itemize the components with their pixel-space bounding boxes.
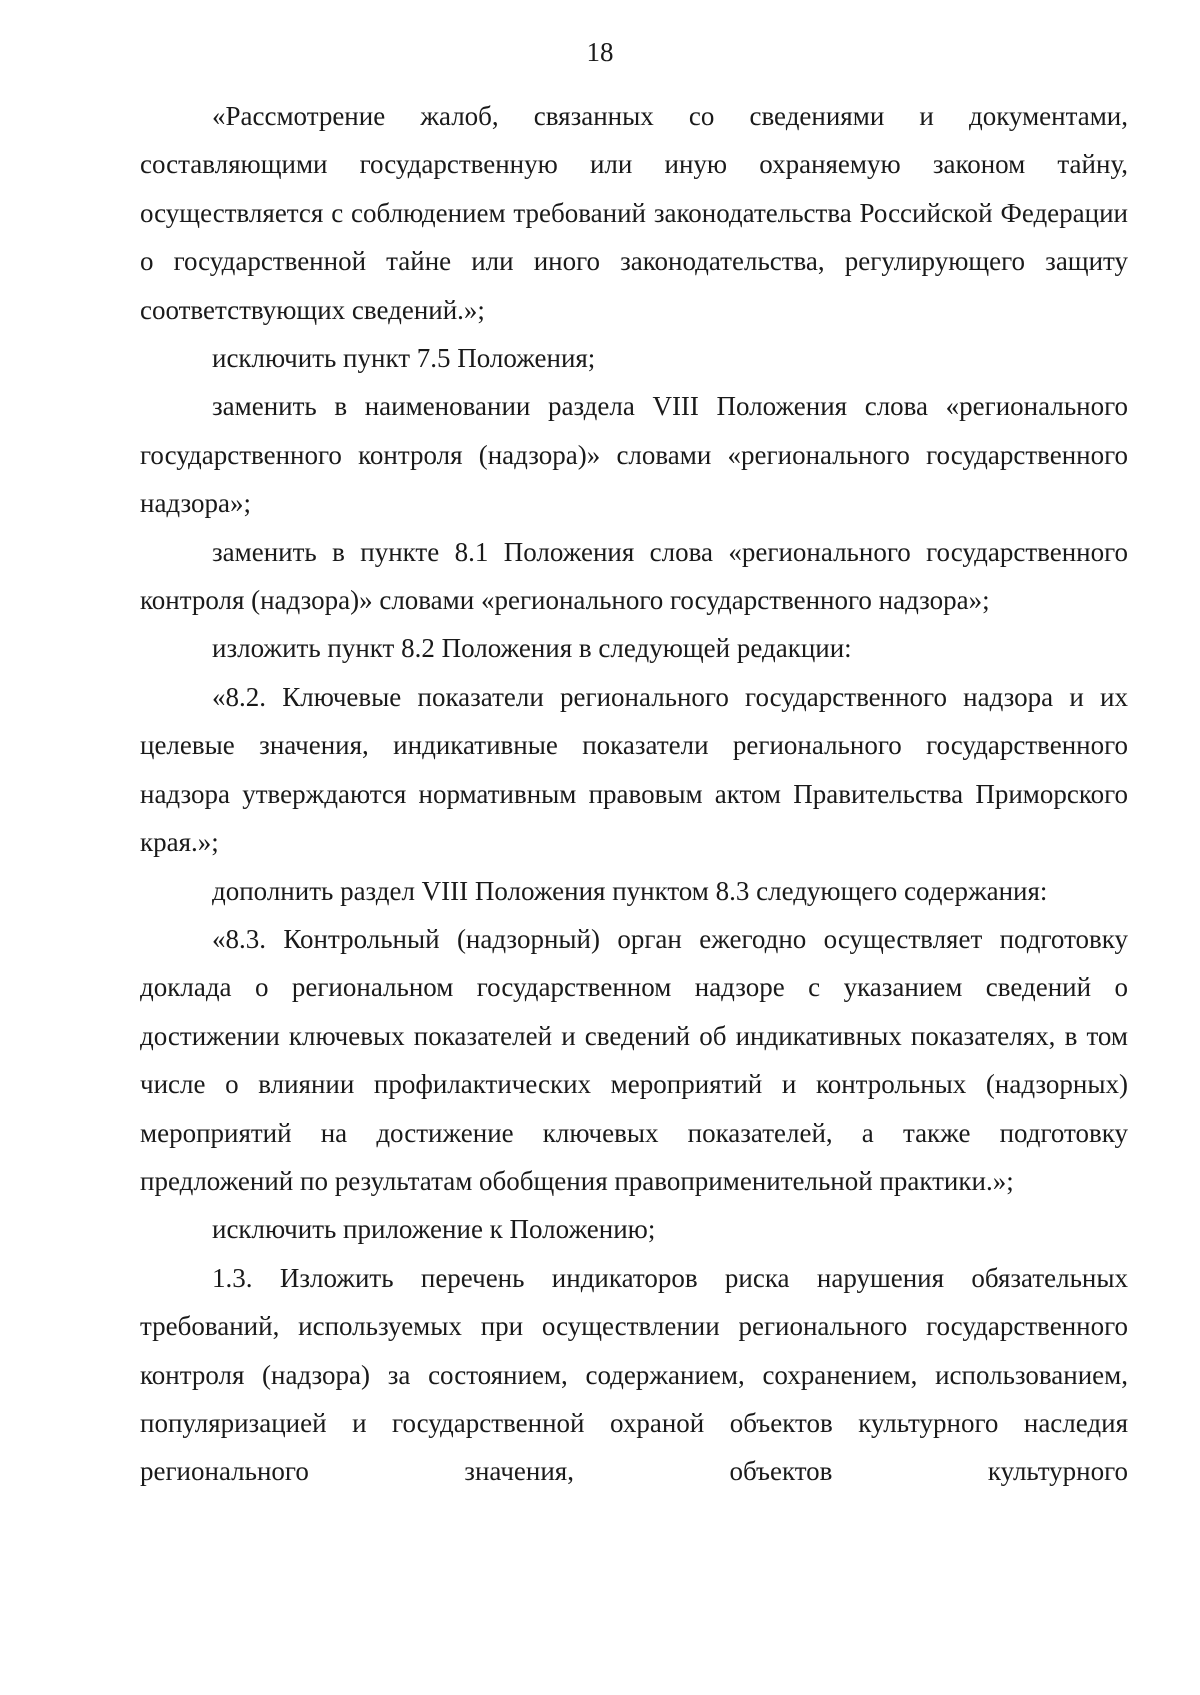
paragraph-exclude-appendix: исключить приложение к Положению;: [212, 1214, 656, 1245]
paragraph-replace-section-viii-title: заменить в наименовании раздела VIII Положения слова «регионального государственного контроля (надзора)» словами «регионального государственного надзора»;: [140, 391, 1128, 519]
paragraph-1-3: 1.3. Изложить перечень индикаторов риска нарушения обязательных требований, используемых при осуществлении регионального государственного контроля (надзора) за состоянием, содержанием, сохранением, использованием, популяризацией и государственной охраной объектов культурного наследия регионального значения, объектов культурного: [140, 1262, 1128, 1487]
paragraph-replace-8-1: заменить в пункте 8.1 Положения слова «регионального государственного контроля (надзора)» словами «регионального государственного надзора»;: [140, 536, 1128, 616]
paragraph-8-3-text: «8.3. Контрольный (надзорный) орган ежегодно осуществляет подготовку доклада о региональном государственном надзоре с указанием сведений о достижении ключевых показателей и сведений об индикативных показателях, в том числе о влиянии профилактических мероприятий и контрольных (надзорных) мероприятий на достижение ключевых показателей, а также подготовку предложений по результатам обобщения правоприменительной практики.»;: [140, 923, 1128, 1196]
document-body: [140, 92, 1128, 1496]
paragraph-complaints-secrecy: «Рассмотрение жалоб, связанных со сведениями и документами, составляющими государственную или иную охраняемую законом тайну, осуществляется с соблюдением требований законодательства Российской Федерации о государственной тайне или иного законодательства, регулирующего защиту соответствующих сведений.»;: [140, 101, 1128, 325]
paragraph-restate-8-2: изложить пункт 8.2 Положения в следующей редакции:: [212, 633, 852, 664]
paragraph-8-2-text: «8.2. Ключевые показатели регионального государственного надзора и их целевые значения, индикативные показатели регионального государственного надзора утверждаются нормативным правовым актом Правительства Приморского края.»;: [140, 681, 1128, 858]
paragraph-exclude-7-5: исключить пункт 7.5 Положения;: [212, 343, 596, 374]
paragraph-add-8-3: дополнить раздел VIII Положения пунктом 8.3 следующего содержания:: [212, 875, 1048, 906]
page-number: 18: [586, 37, 614, 67]
